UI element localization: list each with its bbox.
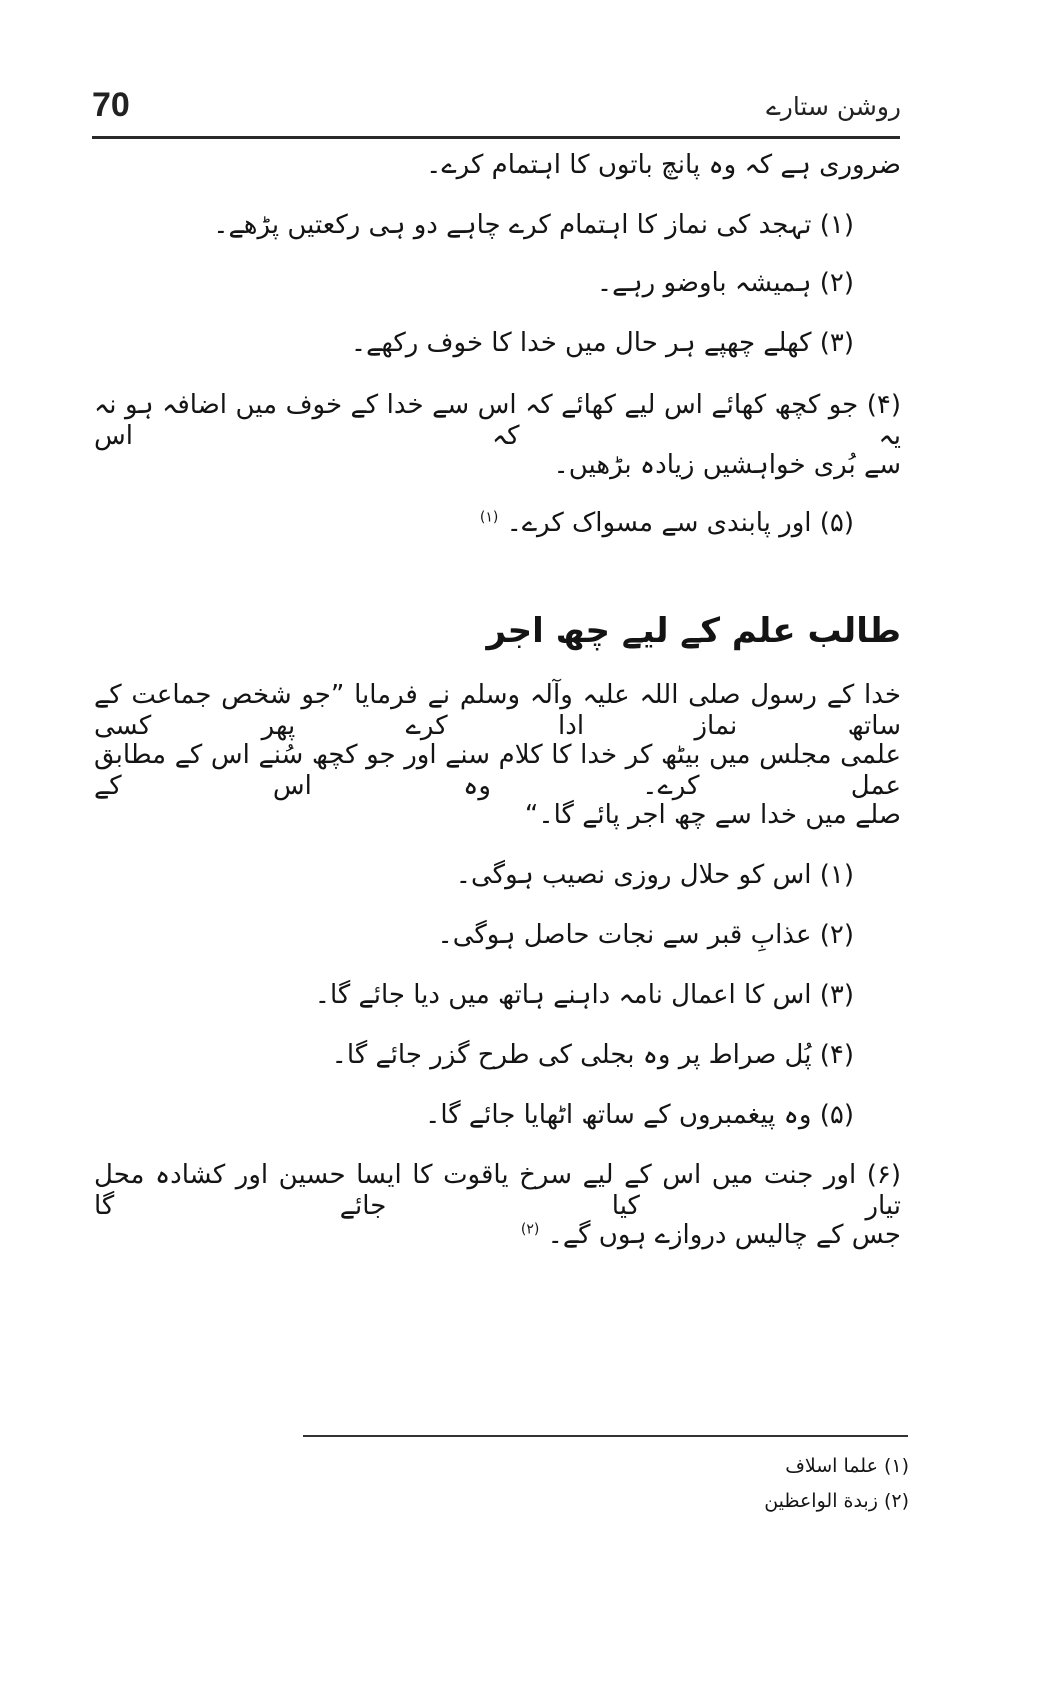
- footnote-1: (۱) علما اسلاف: [785, 1455, 909, 1477]
- running-title: روشن ستارے: [766, 92, 901, 121]
- header-rule: [92, 136, 900, 139]
- reward-item: (۶) اور جنت میں اس کے لیے سرخ یاقوت کا ایسا حسین اور کشادہ محل تیار کیا جائے گا: [94, 1160, 901, 1222]
- footnote-mark: (۱): [479, 509, 499, 526]
- paragraph-line: صلے میں خدا سے چھ اجر پائے گا۔“: [524, 800, 901, 830]
- list-item: [480, 508, 854, 539]
- list-item: (۱) تہجد کی نماز کا اہتمام کرے چاہے دو ہی رکعتیں پڑھے۔: [213, 210, 854, 240]
- list-item: (۳) کھلے چھپے ہر حال میں خدا کا خوف رکھے۔: [350, 328, 854, 358]
- reward-item: (۲) عذابِ قبر سے نجات حاصل ہوگی۔: [437, 920, 854, 950]
- page-number: 70: [92, 86, 130, 124]
- section-heading: طالب علم کے لیے چھ اجر: [486, 611, 901, 651]
- reward-item: (۳) اس کا اعمال نامہ داہنے ہاتھ میں دیا جائے گا۔: [314, 980, 854, 1010]
- reward-item: [521, 1220, 901, 1251]
- reward-item-text: جس کے چالیس دروازے ہوں گے۔: [547, 1220, 901, 1250]
- paragraph-line: علمی مجلس میں بیٹھ کر خدا کا کلام سنے اور جو کچھ سُنے اس کے مطابق عمل کرے۔ وہ اس کے: [94, 740, 901, 802]
- reward-item: (۴) پُل صراط پر وہ بجلی کی طرح گزر جائے گا۔: [331, 1040, 854, 1070]
- footnote-2: (۲) زبدة الواعظین: [764, 1490, 909, 1512]
- footnote-rule: [303, 1435, 908, 1437]
- footnote-mark: (۲): [520, 1221, 540, 1238]
- body-line: سے بُری خواہشیں زیادہ بڑھیں۔: [553, 450, 901, 480]
- list-item: (۲) ہمیشہ باوضو رہے۔: [596, 268, 854, 298]
- paragraph-line: خدا کے رسول صلی اللہ علیہ وآلہ وسلم نے فرمایا ”جو شخص جماعت کے ساتھ نماز ادا کرے پھر کسی: [94, 680, 901, 742]
- list-item-text: (۵) اور پابندی سے مسواک کرے۔: [506, 508, 854, 538]
- reward-item: (۱) اس کو حلال روزی نصیب ہوگی۔: [455, 860, 854, 890]
- list-item: (۴) جو کچھ کھائے اس لیے کھائے کہ اس سے خدا کے خوف میں اضافہ ہو نہ یہ کہ اس: [94, 390, 901, 452]
- reward-item: (۵) وہ پیغمبروں کے ساتھ اٹھایا جائے گا۔: [425, 1100, 854, 1130]
- body-line: ضروری ہے کہ وہ پانچ باتوں کا اہتمام کرے۔: [426, 150, 901, 180]
